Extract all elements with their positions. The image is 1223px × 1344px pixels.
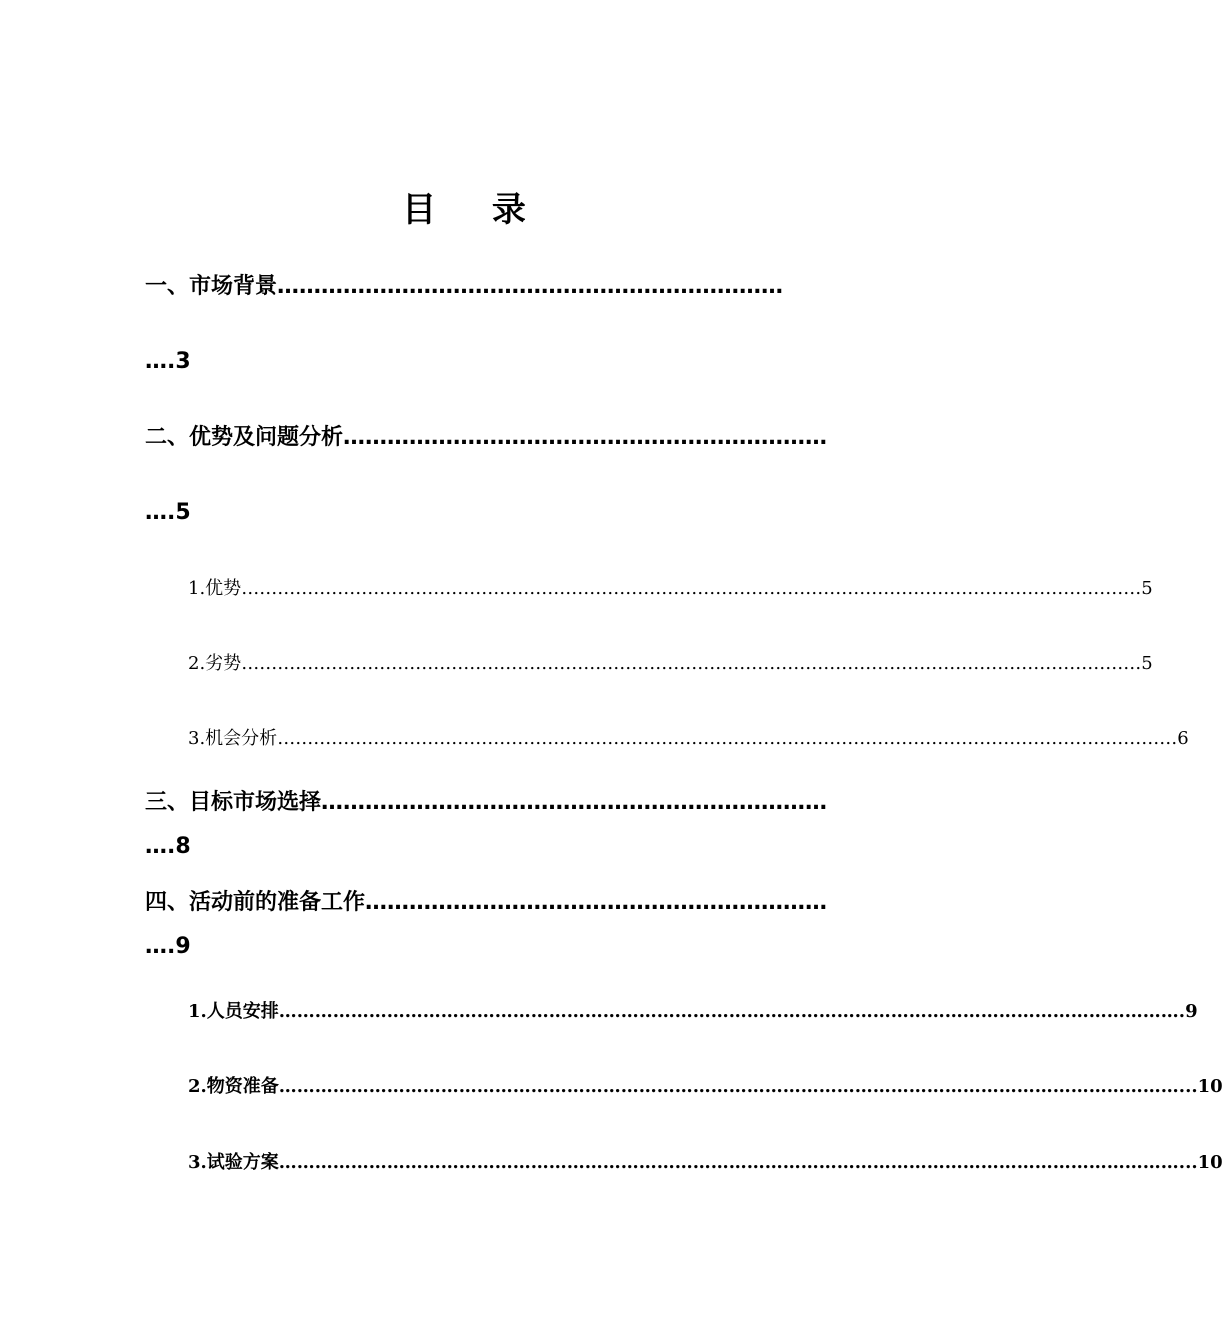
- leader-dots: ……………………………………………………………………………………………………………………………………: [278, 1001, 1179, 1022]
- leader-dots: ……………………………………………………………………………………………………………………………………: [278, 1076, 1179, 1097]
- page-number: 6: [1177, 728, 1189, 749]
- page-number: 5: [1141, 578, 1153, 599]
- leader-dots: ……………………………………………………………………………………………………………………………………: [241, 578, 1142, 599]
- subentry-label: 3.机会分析: [188, 728, 278, 749]
- toc-entry-strengths-issues[interactable]: 二、优势及问题分析…………………………………………………………: [145, 425, 828, 450]
- toc-entry-strengths-issues-page: ….5: [145, 500, 191, 525]
- toc-subentry-test-plan[interactable]: [188, 1149, 1223, 1177]
- leader-dots: ……………………………………………………………………………………………………………………………………: [277, 728, 1178, 749]
- toc-subentry-strengths[interactable]: [188, 575, 1153, 603]
- toc-entry-market-background[interactable]: 一、市场背景……………………………………………………………: [145, 274, 784, 299]
- subentry-label: 2.劣势: [188, 653, 242, 674]
- subentry-label: 1.优势: [188, 578, 242, 599]
- toc-subentry-opportunity-analysis[interactable]: [188, 725, 1189, 753]
- toc-subentry-weaknesses[interactable]: [188, 650, 1153, 678]
- subentry-label: 1.人员安排: [188, 1001, 279, 1022]
- toc-entry-preparation-work-page: ….9: [145, 934, 191, 959]
- toc-subentry-materials[interactable]: [188, 1073, 1223, 1101]
- toc-entry-market-background-page: ….3: [145, 349, 191, 374]
- page-number: 5: [1141, 653, 1153, 674]
- leader-dots: ……………………………………………………………………………………………………………………………………: [278, 1152, 1179, 1173]
- toc-entry-target-market-page: ….8: [145, 834, 191, 859]
- subentry-label: 2.物资准备: [188, 1076, 279, 1097]
- toc-entry-target-market[interactable]: 三、目标市场选择……………………………………………………………: [145, 790, 828, 815]
- page-number: ...10: [1178, 1076, 1223, 1097]
- toc-entry-preparation-work[interactable]: 四、活动前的准备工作………………………………………………………: [145, 890, 828, 915]
- subentry-label: 3.试验方案: [188, 1152, 279, 1173]
- toc-title: 目 录: [402, 190, 548, 230]
- page-number: ...10: [1178, 1152, 1223, 1173]
- toc-subentry-staffing[interactable]: [188, 998, 1198, 1026]
- leader-dots: ……………………………………………………………………………………………………………………………………: [241, 653, 1142, 674]
- page-number: .9: [1178, 1001, 1198, 1022]
